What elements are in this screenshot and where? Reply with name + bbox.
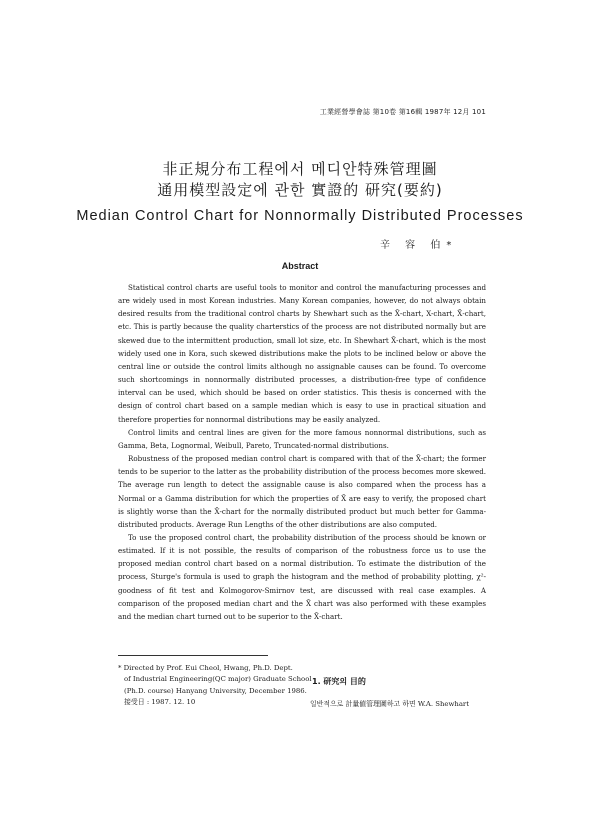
footnote-divider (118, 655, 268, 656)
footnote-line: * Directed by Prof. Eui Cheol, Hwang, Ph.D. Dept. (118, 664, 293, 672)
footnote-line: (Ph.D. course) Hanyang University, December 1986. (124, 686, 307, 695)
footnote-line: 接受日 : 1987. 12. 10 (124, 698, 196, 707)
abstract-paragraph: Statistical control charts are useful tools to monitor and control the manufacturing processes and are widely used in most Korean industries. Many Korean companies, however, do not always obtain desired results from the traditional control charts by Shewhart such as the X̄-chart, X-chart, X̃-chart, etc. This is partly because the quality charterstics of the process are not distributed normally but are skewed due to the intermittent production, small lot size, etc. In Shewhart X̄-chart, which is the most widely used one in Kora, such skewed distributions make the plots to be inclined below or above the central line or outside the control limits although no assignable causes can be found. To overcome such shortcomings in nonnormally distributed processes, a distribution-free type of confidence interval can be used, which should be based on order statistics. This thesis is concerned with the design of control chart based on a sample median which is easy to use in practical situation and therefore properties for nonnormal distributions may be easily analyzed. (118, 283, 486, 424)
abstract-paragraph: Robustness of the proposed median control chart is compared with that of the X̄-chart; the former tends to be superior to the latter as the probability distribution of the process becomes more skewed. The average run length to detect the assignable cause is also compared when the process has a Normal or a Gamma distribution for which the properties of X̄ are easy to verify, the proposed chart is slightly worse than the X̄-chart for the normally distributed product but much better for Gamma-distributed products. Average Run Lengths of the other distributions are also computed. (118, 454, 486, 529)
author-name: 辛 容 伯* (380, 240, 458, 251)
title-korean-line-2: 通用模型設定에 관한 實證的 研究(要約) (157, 181, 443, 199)
journal-header: 工業經營學會誌 第10卷 第16輯 1987年 12月 101 (319, 108, 486, 116)
footnote (118, 663, 312, 709)
section-heading: 1. 研究의 目的 (312, 677, 366, 686)
section-first-line: 일반적으로 計量値管理圖하고 하면 W.A. Shewhart (310, 700, 469, 708)
footnote-line: of Industrial Engineering(QC major) Graduate School (124, 675, 312, 684)
title-korean-line-1: 非正規分布工程에서 메디안特殊管理圖 (162, 160, 438, 178)
abstract-paragraph: To use the proposed control chart, the probability distribution of the process should be known or estimated. If it is not possible, the results of comparison of the robustness force us to use the proposed median control chart based on a normal distribution. To estimate the distribution of the process, Sturge's formula is used to graph the histogram and the method of probability plotting, χ²-goodness of fit test and Kolmogorov-Smirnov test, are discussed with real case examples. A comparison of the proposed median chart and the X̄ chart was also performed with these examples and the median chart turned out to be superior to the X̄-chart. (118, 532, 486, 621)
abstract-heading: Abstract (281, 261, 319, 271)
title-english: Median Control Chart for Nonnormally Distributed Processes (76, 208, 524, 224)
abstract-body (118, 281, 486, 623)
abstract-paragraph: Control limits and central lines are given for the more famous nonnormal distributions, such as Gamma, Beta, Lognormal, Weibull, Pareto, Truncated-normal distributions. (118, 427, 486, 450)
